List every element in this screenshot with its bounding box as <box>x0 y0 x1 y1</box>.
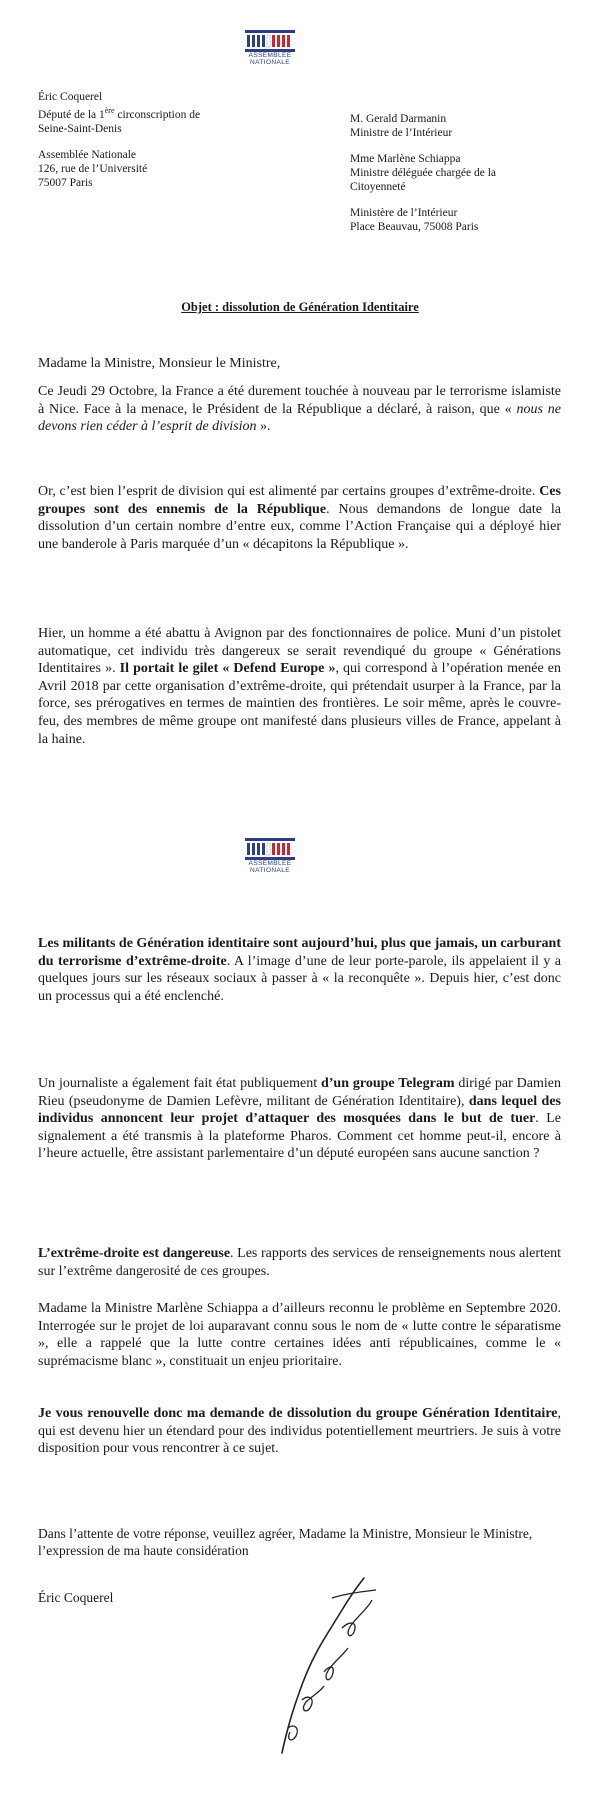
salutation: Madame la Ministre, Monsieur le Ministre, <box>38 356 281 371</box>
paragraph-4 <box>38 935 561 1005</box>
sender-title-rest: circonscription de <box>114 108 201 121</box>
recipient1-name: M. Gerald Darmanin <box>350 113 447 125</box>
paragraph-3 <box>38 625 561 748</box>
paragraph-7: Madame la Ministre Marlène Schiappa a d’ailleurs reconnu le problème en Septembre 2020. Interrogée sur le projet de loi auparavant connu sous le nom de « lutte contre le séparatisme », elle a rappelé que la lutte contre certaines idées anti républicaines, comme le « suprémacisme blanc », constituait un enjeu prioritaire. <box>38 1301 561 1369</box>
p1-end: ». <box>256 419 271 435</box>
assemblee-nationale-logo-2 <box>234 838 306 874</box>
p3-end: , qui correspond à l’opération menée en Avril 2018 par cette organisation d’extrême-droite, qui prétendait usurper à la France, par la force, ses prérogatives en termes de maintien des frontières. Le soir même, après le couvre-feu, des membres de même groupe ont manifesté dans plusieurs villes de France, appelant à la haine. <box>38 661 561 747</box>
p2-text: Or, c’est bien l’esprit de division qui est alimenté par certains groupes d’extrême-droite. <box>38 484 540 499</box>
sender-city: 75007 Paris <box>38 176 93 189</box>
recipient2-name: Mme Marlène Schiappa <box>350 153 461 165</box>
recipient-block <box>350 112 496 234</box>
p3-text: Hier, un homme a été abattu à Avignon par des fonctionnaires de police. Muni d’un pistolet automatique, cet individu très dangereux se serait revendiqué du groupe « Générations Identitaires ». <box>38 626 561 677</box>
recipient2-title-1: Ministre déléguée chargée de la <box>350 167 497 179</box>
p5-text-2: dirigé par Damien Rieu (pseudonyme de Damien Lefèvre, militant de Génération Identitaire), <box>38 1076 561 1109</box>
sender-block <box>38 90 200 190</box>
paragraph-6 <box>38 1245 561 1280</box>
paragraph-1 <box>38 383 561 436</box>
paragraph-2 <box>38 483 561 553</box>
p5-bold-2: dans lequel des individus annoncent leur projet d’attaquer des mosquées dans le but de tuer <box>38 1093 561 1127</box>
p2-bold: Ces groupes sont des ennemis de la République <box>38 484 561 517</box>
p3-bold: Il portait le gilet « Defend Europe » <box>119 661 336 677</box>
handwritten-signature-icon <box>272 1568 382 1768</box>
logo-text-line2: NATIONALE <box>250 59 290 66</box>
logo2-text-line1: ASSEMBLÉE <box>248 860 292 867</box>
p8-bold: Je vous renouvelle donc ma demande de dissolution du groupe Génération Identitaire <box>38 1406 558 1421</box>
p6-bold: L’extrême-droite est dangereuse <box>38 1246 231 1261</box>
p6-text: . Les rapports des services de renseignements nous alertent sur l’extrême dangerosité de ces groupes. <box>38 1246 561 1279</box>
assemblee-nationale-logo <box>234 30 306 66</box>
sender-org: Assemblée Nationale <box>38 148 137 161</box>
assemblee-logo-icon <box>245 838 295 860</box>
p8-text: , qui est devenu hier un étendard pour des individus potentiellement meurtriers. Je suis à votre disposition pour vous rencontrer à ce sujet. <box>38 1406 561 1457</box>
p1-text: Ce Jeudi 29 Octobre, la France a été durement touchée à nouveau par le terrorisme islamiste à Nice. Face à la menace, le Président de la République a déclaré, à raison, que « <box>38 384 561 417</box>
sender-district: Seine-Saint-Denis <box>38 122 122 135</box>
ministry-name: Ministère de l’Intérieur <box>350 207 458 219</box>
recipient2-title-2: Citoyenneté <box>350 181 406 193</box>
paragraph-8 <box>38 1405 561 1458</box>
sender-name: Éric Coquerel <box>38 91 103 103</box>
p4-bold: Les militants de Génération identitaire sont aujourd’hui, plus que jamais, un carburant du terrorisme d’extrême-droite <box>38 936 561 969</box>
subject-line: Objet : dissolution de Génération Identitaire <box>181 300 419 314</box>
logo-text-line1: ASSEMBLÉE <box>248 52 292 59</box>
ministry-address: Place Beauvau, 75008 Paris <box>350 221 479 233</box>
paragraph-5 <box>38 1075 561 1163</box>
p5-end: . Le signalement a été transmis à la plateforme Pharos. Comment cet homme peut-il, encore à l’heure actuelle, être assistant parlementaire d’un député européen sans aucune sanction ? <box>38 1111 561 1162</box>
p1-quote: nous ne devons rien céder à l’esprit de division <box>38 401 561 435</box>
recipient1-title: Ministre de l’Intérieur <box>350 127 453 139</box>
p5-bold-1: d’un groupe Telegram <box>320 1076 455 1091</box>
closing-formula: Dans l’attente de votre réponse, veuillez agréer, Madame la Ministre, Monsieur le Ministre, l’expression de ma haute considération <box>38 1526 533 1558</box>
assemblee-logo-icon <box>245 30 295 52</box>
sender-title <box>38 104 200 122</box>
p5-text: Un journaliste a également fait état publiquement <box>38 1076 321 1091</box>
sender-title-text: Député de la 1 <box>38 108 105 121</box>
p2-end: . Nous demandons de longue date la dissolution d’un certain nombre d’entre eux, comme l’Action Française qui a déployé hier une banderole à Paris marquée d’un « décapitons la République ». <box>38 501 562 552</box>
sender-street: 126, rue de l’Université <box>38 162 148 175</box>
sender-title-sup: ère <box>104 106 115 115</box>
logo2-text-line2: NATIONALE <box>250 867 290 874</box>
p4-text: . A l’image d’une de leur porte-parole, ils appelaient il y a quelques jours sur les réseaux sociaux à passer à « la reconquête ». Depuis hier, c’est donc un processus qui a été enclenché. <box>38 953 561 1004</box>
signature-name: Éric Coquerel <box>38 1590 114 1605</box>
